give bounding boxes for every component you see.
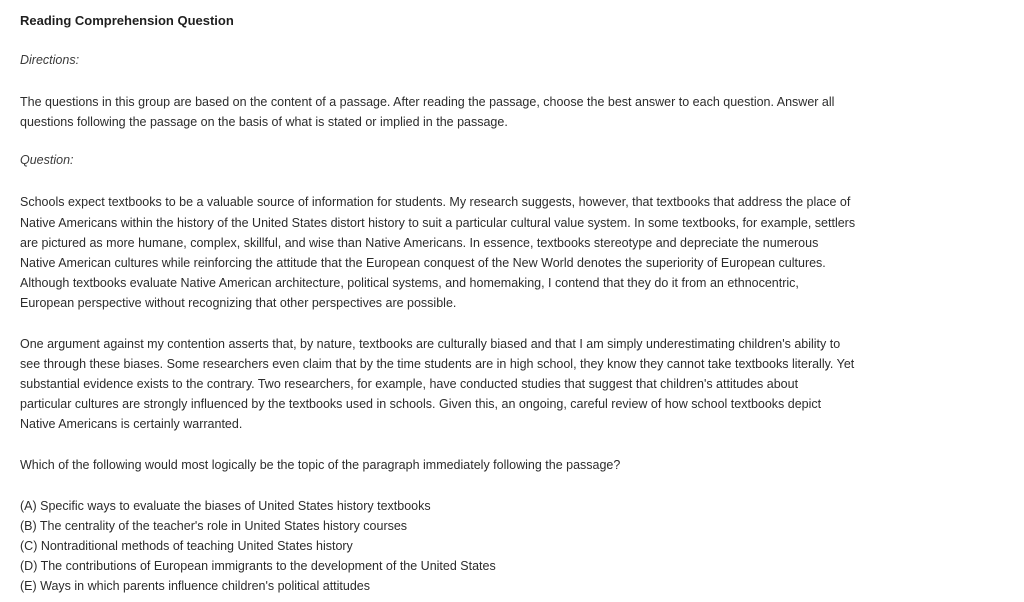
directions-line: The questions in this group are based on the content of a passage. After reading the passage, choose the best answer to each question. Answer all (20, 95, 835, 109)
answer-option-d[interactable]: (D) The contributions of European immigrants to the development of the United States (20, 558, 496, 573)
question-prompt: Which of the following would most logically be the topic of the paragraph immediately following the passage? (20, 457, 621, 472)
answer-options (20, 496, 1004, 596)
directions-line: questions following the passage on the basis of what is stated or implied in the passage. (20, 115, 508, 130)
passage-line: are pictured as more humane, complex, skillful, and wise than Native Americans. In essence, textbooks stereotype and depreciate the numerous (20, 235, 819, 250)
answer-option-a[interactable]: (A) Specific ways to evaluate the biases of United States history textbooks (20, 498, 431, 513)
passage-line: see through these biases. Some researchers even claim that by the time students are in high school, they know they cannot take textbooks literally. Yet (20, 356, 855, 371)
passage-paragraph-1 (20, 192, 1004, 313)
passage-line: Native American cultures while reinforcing the attitude that the European conquest of the New World denotes the superiority of European cultures. (20, 256, 826, 271)
passage-paragraph-2 (20, 334, 1004, 435)
passage-line: One argument against my contention asserts that, by nature, textbooks are culturally biased and that I am simply underestimating children's ability to (20, 336, 841, 351)
directions-label: Directions: (20, 53, 80, 67)
passage-line: Native Americans is certainly warranted. (20, 417, 243, 432)
answer-option-c[interactable]: (C) Nontraditional methods of teaching United States history (20, 538, 353, 553)
passage-line: Although textbooks evaluate Native American architecture, political systems, and homemaking, I contend that they do it from an ethnocentric, (20, 276, 799, 291)
page-title: Reading Comprehension Question (20, 13, 234, 28)
passage-line: substantial evidence exists to the contrary. Two researchers, for example, have conducted studies that suggest that children's attitudes about (20, 377, 799, 392)
passage-line: European perspective without recognizing that other perspectives are possible. (20, 296, 457, 311)
answer-option-e[interactable]: (E) Ways in which parents influence children's political attitudes (20, 579, 370, 594)
passage-line: Native Americans within the history of the United States distort history to suit a particular cultural value system. In some textbooks, for example, settlers (20, 215, 856, 230)
directions-text (20, 92, 1004, 132)
passage-line: particular cultures are strongly influenced by the textbooks used in schools. Given this, an ongoing, careful review of how school textbooks depict (20, 397, 822, 412)
question-label: Question: (20, 153, 74, 168)
answer-option-b[interactable]: (B) The centrality of the teacher's role in United States history courses (20, 518, 408, 533)
passage-line: Schools expect textbooks to be a valuable source of information for students. My research suggests, however, that textbooks that address the place of (20, 195, 851, 210)
